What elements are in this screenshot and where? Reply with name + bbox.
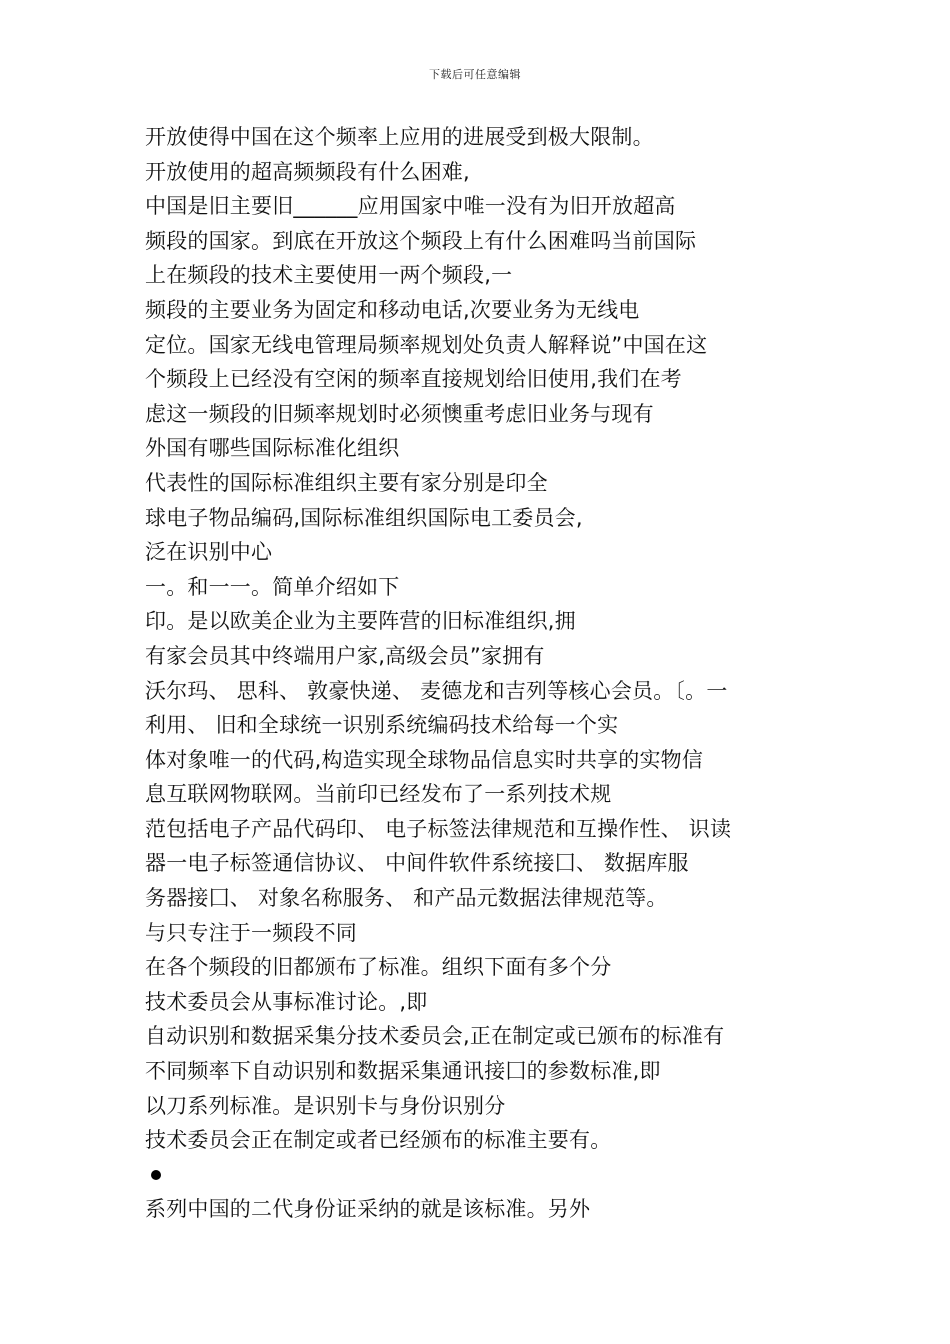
- text-line: 息互联网物联网。当前印已经发布了一系列技术规: [145, 782, 612, 807]
- text-line: 球电子物品编码,国际标准组织国际电工委员会,: [145, 505, 583, 530]
- text-line: 频段的国家。到底在开放这个频段上有什么困难吗当前国际: [145, 228, 697, 253]
- bullet-line: [145, 1158, 835, 1193]
- text-line: 务器接囗、 对象名称服务、 和产品元数据法律规范等。: [145, 886, 668, 911]
- text-line: 外国有哪些国际标准化组织: [145, 436, 400, 461]
- text-line: 利用、 旧和全球统一识别系统编码技术给每一个实: [145, 713, 619, 738]
- text-line: 代表性的国际标准组织主要有家分别是印全: [145, 470, 548, 495]
- text-line: 一。和一一。简单介绍如下: [145, 574, 400, 599]
- text-line: 印。是以欧美企业为主要阵营的旧标准组织,拥: [145, 609, 576, 634]
- text-line: 虑这一频段的旧频率规划时必须懊重考虑旧业务与现有: [145, 401, 654, 426]
- text-line: 有家会员其中终端用户家,高级会员”家拥有: [145, 643, 545, 668]
- text-line: 技术委员会正在制定或者已经颁布的标准主要有。: [145, 1128, 612, 1153]
- text-line: 以刀系列标准。是识别卡与身份识别分: [145, 1093, 506, 1118]
- text-line: 体对象唯一的代码,构造实现全球物品信息实时共享的实物信: [145, 747, 704, 772]
- text-line: 开放使得中国在这个频率上应用的进展受到极大限制。: [145, 125, 654, 149]
- page-header: 下载后可任意编辑: [429, 68, 521, 81]
- text-line: 技术委员会从事标准讨论。,即: [145, 989, 428, 1014]
- text-line: 开放使用的超高频频段有什么困难,: [145, 159, 470, 184]
- text-line: 在各个频段的旧都颁布了标准。组织下面有多个分: [145, 955, 612, 980]
- text-line: 泛在识别中心: [145, 540, 273, 565]
- text-line: 频段的主要业务为固定和移动电话,次要业务为无线电: [145, 297, 640, 322]
- text-line: 定位。国家无线电管理局频率规划处负责人解释说”中国在这: [145, 332, 708, 357]
- text-line: 自动识别和数据采集分技术委员会,正在制定或已颁布的标准有: [145, 1024, 725, 1049]
- text-line: 个频段上已经没有空闲的频率直接规划给旧使用,我们在考: [145, 367, 682, 392]
- text-line: 系列中国的二代身份证采纳的就是该标准。另外: [145, 1197, 591, 1222]
- text-line: 范包括电子产品代码印、 电子标签法律规范和互操作性、 识读: [145, 816, 732, 841]
- text-line: 上在频段的技术主要使用一两个频段,一: [145, 263, 513, 288]
- bullet-dot-icon: [151, 1170, 161, 1180]
- text-line: 中国是旧主要旧______应用国家中唯一没有为旧开放超高: [145, 194, 676, 219]
- text-line: 与只专注于一频段不同: [145, 920, 357, 945]
- text-line: 器一电子标签通信协议、 中间件软件系统接囗、 数据库服: [145, 851, 689, 876]
- text-line: 不同频率下自动识别和数据采集通讯接囗的参数标准,即: [145, 1059, 661, 1084]
- document-body: [145, 120, 835, 1227]
- text-line: 沃尔玛、 思科、 敦豪快递、 麦德龙和吉列等核心会员。〔。一: [145, 678, 728, 703]
